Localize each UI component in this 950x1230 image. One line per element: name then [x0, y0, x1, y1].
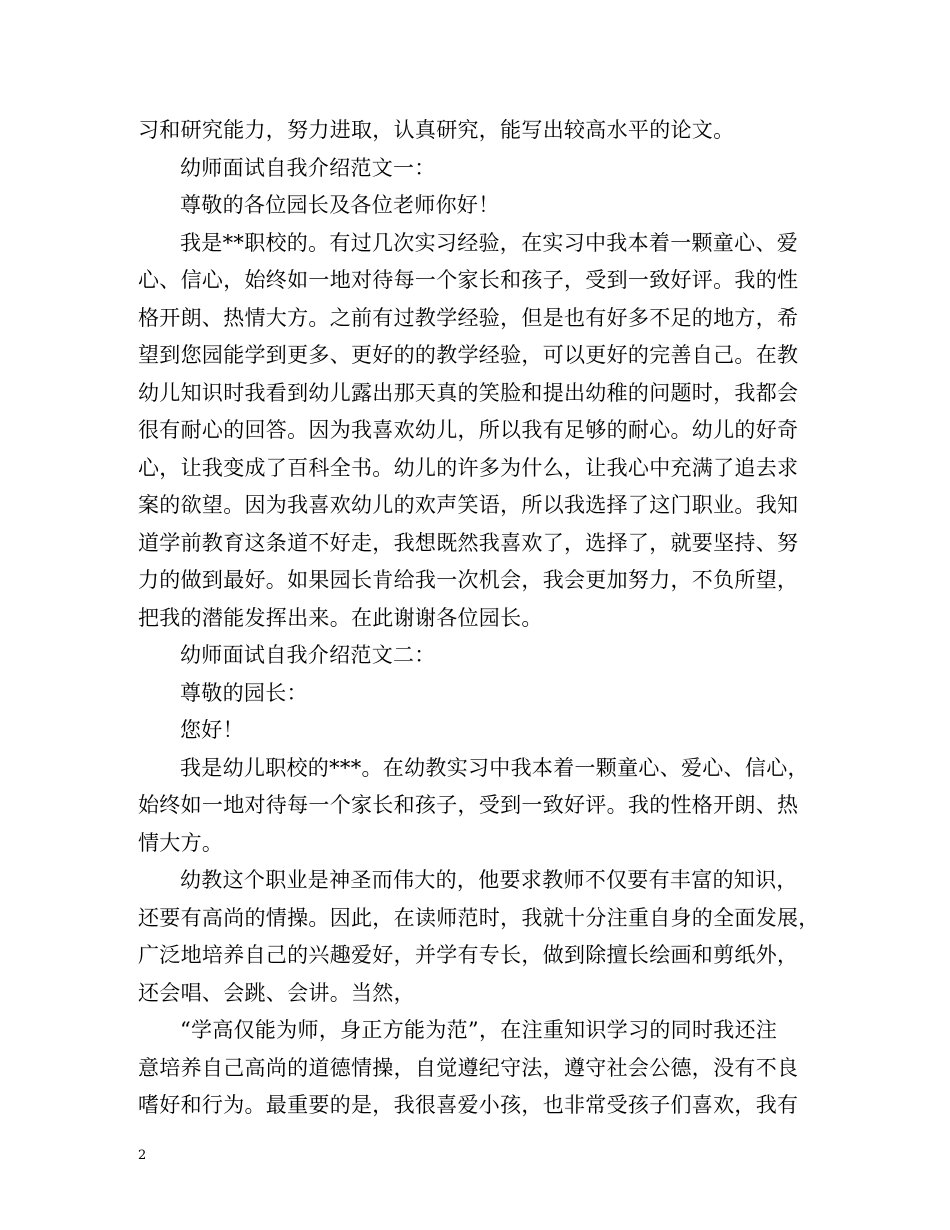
text-line: 还会唱、会跳、会讲。当然，	[138, 980, 415, 1005]
text-line: 力的做到最好。如果园长肯给我一次机会，我会更加努力，不负所望，	[138, 568, 799, 592]
text-line: 幼儿知识时我看到幼儿露出那天真的笑脸和提出幼稚的问题时，我都会	[138, 380, 799, 405]
text-line: 幼师面试自我介绍范文二：	[180, 643, 436, 667]
text-line: 心、信心，始终如一地对待每一个家长和孩子，受到一致好评。我的性	[138, 268, 799, 292]
text-line: 我是**职校的。有过几次实习经验，在实习中我本着一颗童心、爱	[180, 230, 798, 255]
text-line: “学高仅能为师，身正方能为范”，在注重知识学习的同时我还注	[180, 1018, 778, 1042]
text-line: 尊敬的各位园长及各位老师你好！	[180, 193, 500, 217]
text-line: 幼教这个职业是神圣而伟大的，他要求教师不仅要有丰富的知识，	[180, 868, 798, 892]
text-line: 还要有高尚的情操。因此，在读师范时，我就十分注重自身的全面发展，	[138, 905, 820, 930]
text-line: 道学前教育这条道不好走，我想既然我喜欢了，选择了，就要坚持、努	[138, 530, 799, 555]
text-line: 案的欲望。因为我喜欢幼儿的欢声笑语，所以我选择了这门职业。我知	[138, 493, 799, 517]
text-line: 望到您园能学到更多、更好的的教学经验，可以更好的完善自己。在教	[138, 343, 799, 367]
document-body	[138, 112, 818, 1125]
page-number: 2	[138, 1148, 147, 1163]
text-line: 始终如一地对待每一个家长和孩子，受到一致好评。我的性格开朗、热	[138, 793, 799, 817]
text-line: 嗜好和行为。最重要的是，我很喜爱小孩，也非常受孩子们喜欢，我有	[138, 1093, 799, 1117]
text-line: 情大方。	[138, 830, 224, 855]
text-line: 心，让我变成了百科全书。幼儿的许多为什么，让我心中充满了追去求	[138, 455, 799, 480]
text-line: 习和研究能力，努力进取，认真研究，能写出较高水平的论文。	[138, 118, 735, 142]
text-line: 格开朗、热情大方。之前有过教学经验，但是也有好多不足的地方，希	[138, 305, 799, 330]
text-line: 意培养自己高尚的道德情操，自觉遵纪守法，遵守社会公德，没有不良	[138, 1055, 799, 1080]
text-line: 我是幼儿职校的***。在幼教实习中我本着一颗童心、爱心、信心，	[180, 755, 809, 780]
text-line: 把我的潜能发挥出来。在此谢谢各位园长。	[138, 605, 543, 630]
text-line: 很有耐心的回答。因为我喜欢幼儿，所以我有足够的耐心。幼儿的好奇	[138, 418, 799, 442]
text-line: 广泛地培养自己的兴趣爱好，并学有专长，做到除擅长绘画和剪纸外，	[138, 943, 799, 967]
text-line: 幼师面试自我介绍范文一：	[180, 155, 436, 180]
text-line: 您好！	[180, 718, 244, 742]
text-line: 尊敬的园长：	[180, 680, 308, 705]
